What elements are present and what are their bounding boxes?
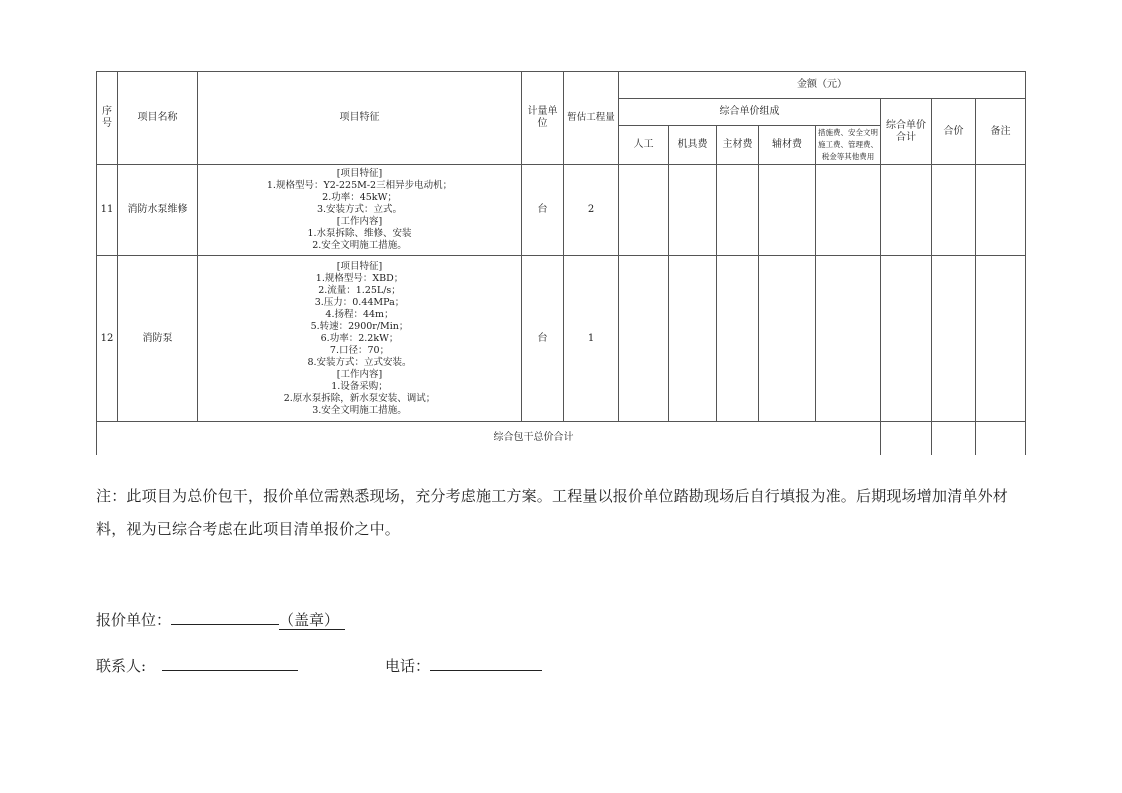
cell-measures <box>816 165 881 256</box>
header-remark: 备注 <box>976 99 1026 165</box>
phone-label: 电话： <box>385 657 431 675</box>
header-name: 项目名称 <box>118 72 198 165</box>
feature-line: 1.规格型号：XBD； <box>315 272 404 284</box>
feature-line: [工作内容] <box>336 368 383 380</box>
feature-line: [工作内容] <box>336 216 383 227</box>
cell-aux-material <box>759 165 816 256</box>
table-row <box>97 165 1026 256</box>
feature-line: 5.转速：2900r/Min； <box>310 320 409 332</box>
cell-main-material <box>717 256 759 422</box>
feature-line: 2.安全文明施工措施。 <box>312 240 407 251</box>
row-unit: 台 <box>522 256 564 422</box>
header-features: 项目特征 <box>198 72 522 165</box>
contact-line <box>96 655 298 676</box>
row-quantity: 1 <box>564 256 619 422</box>
header-seq: 序号 <box>97 72 118 165</box>
total-remark <box>976 422 1026 455</box>
cell-machine <box>669 256 717 422</box>
header-unit-total: 综合单价合计 <box>881 99 932 165</box>
header-total-price: 合价 <box>932 99 976 165</box>
header-main-material: 主材费 <box>717 126 759 165</box>
feature-line: [项目特征] <box>336 260 383 272</box>
feature-line: 2.功率：45kW； <box>322 192 397 203</box>
header-measures: 措施费、安全文明施工费、管理费、税金等其他费用 <box>816 126 881 165</box>
cell-remark <box>976 256 1026 422</box>
total-label: 综合包干总价合计 <box>97 422 881 455</box>
feature-line: 1.规格型号：Y2-225M-2三相异步电动机； <box>266 180 453 191</box>
cell-total-price <box>932 165 976 256</box>
header-machine: 机具费 <box>669 126 717 165</box>
feature-line: 3.安装方式：立式。 <box>316 204 403 215</box>
row-features <box>198 256 522 422</box>
header-composition: 综合单价组成 <box>619 99 881 126</box>
header-unit: 计量单位 <box>522 72 564 165</box>
contact-blank[interactable] <box>162 656 298 671</box>
cell-aux-material <box>759 256 816 422</box>
quote-unit-label: 报价单位： <box>96 611 172 629</box>
phone-blank[interactable] <box>430 656 542 671</box>
row-quantity: 2 <box>564 165 619 256</box>
total-unit-total <box>881 422 932 455</box>
cell-total-price <box>932 256 976 422</box>
header-quantity: 暂估工程量 <box>564 72 619 165</box>
phone-line <box>385 655 542 676</box>
row-unit: 台 <box>522 165 564 256</box>
total-row <box>97 422 1026 455</box>
seal-label: （盖章） <box>279 611 345 630</box>
table-row <box>97 256 1026 422</box>
cell-unit-total <box>881 256 932 422</box>
row-seq: 11 <box>97 165 118 256</box>
feature-line: 8.安装方式：立式安装。 <box>307 356 412 368</box>
quote-unit-blank[interactable] <box>171 610 279 625</box>
row-name: 消防泵 <box>118 256 198 422</box>
feature-line: 4.扬程：44m； <box>325 308 394 320</box>
quote-unit-line <box>96 609 345 630</box>
cell-labor <box>619 165 669 256</box>
header-labor: 人工 <box>619 126 669 165</box>
cell-remark <box>976 165 1026 256</box>
feature-line: 1.水泵拆除、维修、安装 <box>307 228 412 239</box>
total-price <box>932 422 976 455</box>
cell-measures <box>816 256 881 422</box>
row-features <box>198 165 522 256</box>
row-seq: 12 <box>97 256 118 422</box>
feature-line: 2.原水泵拆除，新水泵安装、调试； <box>283 392 436 404</box>
header-amount: 金额（元） <box>619 72 1026 99</box>
quotation-table <box>96 71 1026 455</box>
feature-line: [项目特征] <box>336 168 383 179</box>
feature-line: 6.功率：2.2kW； <box>320 332 399 344</box>
cell-machine <box>669 165 717 256</box>
cell-main-material <box>717 165 759 256</box>
note-text: 注：此项目为总价包干，报价单位需熟悉现场，充分考虑施工方案。工程量以报价单位踏勘现场后自行填报为准。后期现场增加清单外材料，视为已综合考虑在此项目清单报价之中。 <box>96 487 1009 538</box>
feature-line: 7.口径：70； <box>329 344 390 356</box>
feature-line: 1.设备采购； <box>331 380 388 392</box>
row-name: 消防水泵维修 <box>118 165 198 256</box>
feature-line: 3.压力：0.44MPa； <box>314 296 405 308</box>
contact-label: 联系人: <box>96 657 147 675</box>
header-aux-material: 辅材费 <box>759 126 816 165</box>
feature-line: 2.流量：1.25L/s； <box>318 284 401 296</box>
cell-labor <box>619 256 669 422</box>
cell-unit-total <box>881 165 932 256</box>
feature-line: 3.安全文明施工措施。 <box>312 404 407 416</box>
